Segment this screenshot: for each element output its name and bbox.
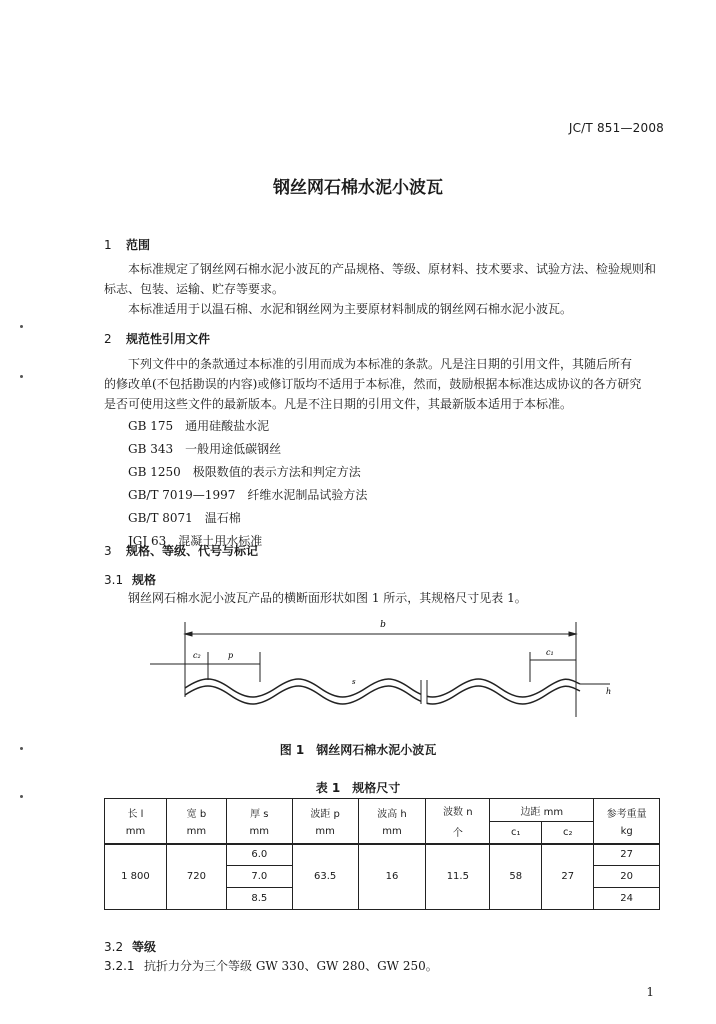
header-label: 波高 h	[377, 808, 407, 820]
standard-number: JC/T 851—2008	[568, 121, 664, 135]
reference-item: JGJ 63 混凝土用水标准	[128, 534, 263, 548]
cell-pitch: 63.5	[292, 844, 358, 910]
spec-table	[104, 798, 660, 910]
clause-number: 3.2.1	[104, 959, 135, 973]
paragraph-line: 是否可使用这些文件的最新版本。凡是不注日期的引用文件，其最新版本适用于本标准。	[104, 397, 573, 411]
header-unit: mm	[382, 825, 402, 837]
subsection-title: 等级	[132, 940, 157, 954]
subsection-title: 规格	[132, 573, 157, 587]
header-c2: c₂	[542, 822, 594, 844]
cell-height: 16	[358, 844, 426, 910]
cell-weight: 20	[594, 866, 660, 888]
header-unit: 个	[452, 827, 463, 839]
reference-item: GB/T 8071 温石棉	[128, 511, 241, 525]
reference-item: GB 175 通用硅酸盐水泥	[128, 419, 270, 433]
cell-weight: 24	[594, 888, 660, 910]
cell-thickness: 7.0	[226, 866, 292, 888]
section-title: 规格、等级、代号与标记	[126, 544, 259, 558]
paragraph-line: 本标准适用于以温石棉、水泥和钢丝网为主要原材料制成的钢丝网石棉水泥小波瓦。	[128, 302, 573, 316]
paragraph-line: 本标准规定了钢丝网石棉水泥小波瓦的产品规格、等级、原材料、技术要求、试验方法、检验规则和	[128, 262, 657, 276]
table-caption: 表 1 规格尺寸	[315, 781, 401, 795]
label-c1: c₁	[546, 648, 554, 657]
corrugated-sheet-cross-section-figure	[148, 612, 618, 732]
label-s: s	[352, 678, 356, 686]
header-unit: mm	[315, 825, 335, 837]
header-label: 参考重量	[606, 808, 647, 820]
header-unit: mm	[249, 825, 270, 837]
subsection-3-2-heading	[104, 938, 156, 955]
header-c1: c₁	[490, 822, 542, 844]
figure-caption: 图 1 钢丝网石棉水泥小波瓦	[279, 743, 437, 757]
header-unit: kg	[620, 825, 633, 837]
header-label: 波距 p	[310, 808, 340, 820]
paragraph-line: 的修改单(不包括勘误的内容)或修订版均不适用于本标准，然而，鼓励根据本标准达成协议的各方研究	[104, 377, 642, 391]
header-height	[358, 799, 426, 844]
clause-text: 抗折力分为三个等级 GW 330、GW 280、GW 250。	[144, 959, 438, 973]
scan-speck	[20, 325, 23, 328]
cell-length: 1 800	[105, 844, 167, 910]
header-width	[166, 799, 226, 844]
label-h: h	[606, 687, 612, 696]
arrowhead	[185, 632, 192, 636]
cell-waves: 11.5	[426, 844, 490, 910]
cell-weight: 27	[594, 844, 660, 866]
reference-item: GB 1250 极限数值的表示方法和判定方法	[128, 465, 361, 479]
label-p: p	[228, 651, 234, 660]
subsection-number: 3.2	[104, 940, 124, 954]
section-1-heading	[104, 236, 150, 253]
scan-speck	[20, 375, 23, 378]
paragraph-line: 钢丝网石棉水泥小波瓦产品的横断面形状如图 1 所示，其规格尺寸见表 1。	[128, 591, 527, 605]
label-c2: c₂	[193, 651, 201, 660]
cell-thickness: 8.5	[226, 888, 292, 910]
clause-3-2-1	[104, 956, 438, 976]
section-2-heading	[104, 330, 210, 347]
header-label: 厚 s	[250, 808, 269, 820]
sheet-profile-top	[185, 679, 580, 697]
cell-c1: 58	[490, 844, 542, 910]
page-number: 1	[646, 985, 654, 999]
header-margin: 边距 mm	[490, 799, 594, 822]
header-weight	[594, 799, 660, 844]
header-waves	[426, 799, 490, 844]
paragraph-line: 下列文件中的条款通过本标准的引用而成为本标准的条款。凡是注日期的引用文件，其随后所有	[128, 357, 633, 371]
header-unit: mm	[186, 825, 207, 837]
cell-width: 720	[166, 844, 226, 910]
section-title: 规范性引用文件	[126, 332, 211, 346]
cell-c2: 27	[542, 844, 594, 910]
document-title: 钢丝网石棉水泥小波瓦	[273, 178, 443, 198]
section-title: 范围	[126, 238, 151, 252]
header-label: 长 l	[127, 808, 144, 820]
arrowhead	[569, 632, 576, 636]
cell-thickness: 6.0	[226, 844, 292, 866]
section-number: 3	[104, 544, 112, 558]
header-label: 波数 n	[443, 806, 473, 818]
reference-item: GB/T 7019—1997 纤维水泥制品试验方法	[128, 488, 368, 502]
section-3-heading	[104, 542, 258, 559]
header-unit: mm	[125, 825, 146, 837]
reference-item: GB 343 一般用途低碳钢丝	[128, 442, 282, 456]
scan-speck	[20, 747, 23, 750]
paragraph-line: 标志、包装、运输、贮存等要求。	[104, 282, 285, 296]
header-pitch	[292, 799, 358, 844]
header-length	[105, 799, 167, 844]
section-number: 2	[104, 332, 112, 346]
header-thickness	[226, 799, 292, 844]
section-number: 1	[104, 238, 112, 252]
subsection-number: 3.1	[104, 573, 124, 587]
subsection-3-1-heading	[104, 571, 156, 588]
scan-speck	[20, 795, 23, 798]
header-label: 宽 b	[186, 808, 207, 820]
label-b: b	[380, 620, 386, 630]
